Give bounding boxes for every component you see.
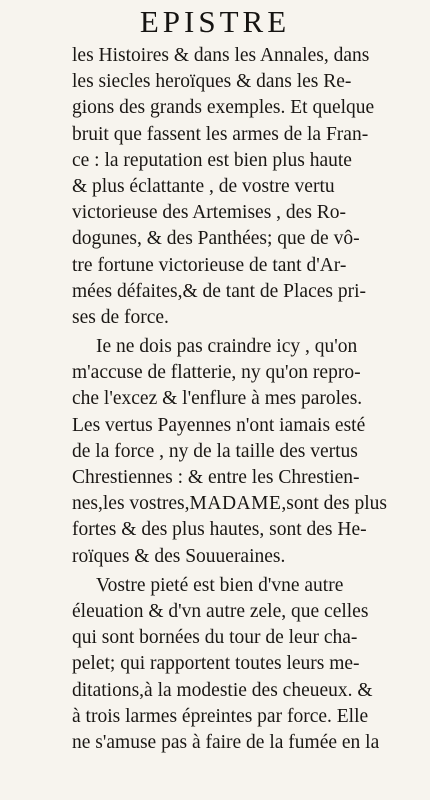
- text-line-11: ses de force.: [72, 306, 169, 328]
- text-line-4: bruit que fassent les armes de la Fran-: [72, 123, 369, 145]
- text-line-16: de la force , ny de la taille des vertus: [72, 440, 358, 462]
- text-line-9: tre fortune victorieuse de tant d'Ar-: [72, 254, 347, 276]
- text-line-19: fortes & des plus hautes, sont des He-: [72, 519, 367, 541]
- text-line-18-end: ,sont des plus: [281, 493, 388, 515]
- text-line-7: victorieuse des Artemises , des Ro-: [72, 202, 347, 224]
- text-line-26: à trois larmes épreintes par force. Elle: [72, 705, 369, 727]
- text-line-12: Ie ne dois pas craindre icy , qu'on: [96, 336, 358, 358]
- madame-address: MADAME: [189, 493, 282, 515]
- text-line-21: Vostre pieté est bien d'vne autre: [96, 574, 344, 596]
- text-line-17: Chrestiennes : & entre les Chrestien-: [72, 467, 360, 488]
- text-line-5: ce : la reputation est bien plus haute: [72, 149, 352, 171]
- text-line-22: éleuation & d'vn autre zele, que celles: [72, 600, 369, 622]
- text-line-6: & plus éclattante , de vostre vertu: [72, 175, 335, 197]
- text-line-24: pelet; qui rapportent toutes leurs me-: [72, 653, 360, 675]
- text-line-3: gions des grands exemples. Et quelque: [72, 97, 375, 119]
- text-line-25: ditations,à la modestie des cheueux. &: [72, 679, 373, 701]
- running-head: EPISTRE: [139, 4, 291, 39]
- text-line-23: qui sont bornées du tour de leur cha-: [72, 627, 358, 649]
- text-line-18-start: nes,les vostres,: [72, 493, 190, 515]
- body-text: [72, 43, 422, 756]
- text-line-2: les siecles heroïques & dans les Re-: [72, 71, 352, 93]
- text-line-18: [72, 491, 422, 517]
- text-line-8: dogunes, & des Panthées; que de vô-: [72, 228, 360, 250]
- text-line-14: che l'excez & l'enflure à mes paroles.: [72, 388, 363, 410]
- text-line-10: mées défaites,& de tant de Places pri-: [72, 280, 367, 302]
- text-line-20: roïques & des Souueraines.: [72, 545, 286, 567]
- text-line-13: m'accuse de flatterie, ny qu'on repro-: [72, 362, 361, 384]
- text-line-15: Les vertus Payennes n'ont iamais esté: [72, 414, 366, 436]
- text-line-1: les Histoires & dans les Annales, dans: [72, 45, 370, 66]
- text-line-27: ne s'amuse pas à faire de la fumée en la: [72, 731, 380, 753]
